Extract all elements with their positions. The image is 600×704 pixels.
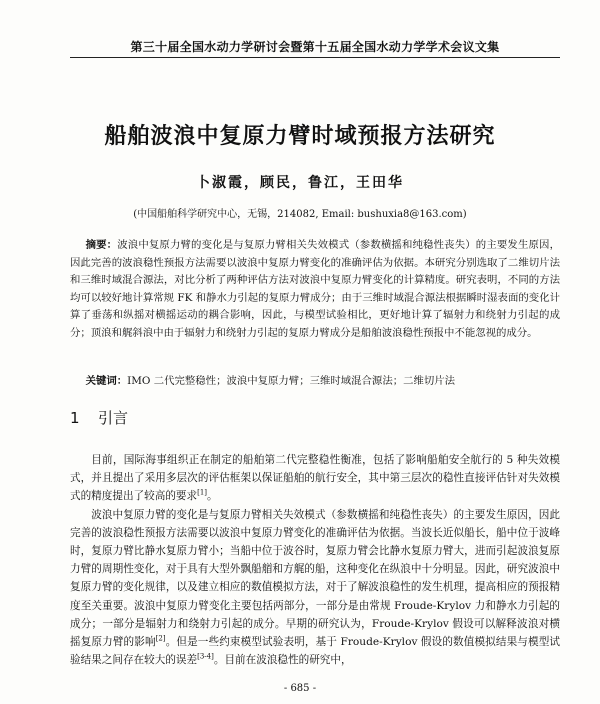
section-heading <box>70 407 128 428</box>
abstract-text: 波浪中复原力臂的变化是与复原力臂相关失效模式（参数横摇和纯稳性丧失）的主要发生原因，因此完善的波浪稳性预报方法需要以波浪中复原力臂变化的准确评估为依据。本研究分别选取了二维切片法和三维时域混合源法，对比分析了两种评估方法对波浪中复原力臂变化的计算精度。研究表明，不同的方法均可以较好地计算常规 FK 和静水力引起的复原力臂成分；由于三维时域混合源法根据瞬时湿表面的变化计算了垂荡和纵摇对横摇运动的耦合影响，因此，与模型试验相比，更好地计算了辐射力和绕射力引起的成分；顶浪和艉斜浪中由于辐射力和绕射力引起的复原力臂成分是船舶波浪稳性预报中不能忽视的成分。 <box>70 239 560 339</box>
keywords-text: IMO 二代完整稳性；波浪中复原力臂；三维时域混合源法；二维切片法 <box>127 375 456 387</box>
running-header: 第三十届全国水动力学研讨会暨第十五届全国水动力学学术会议文集 <box>130 40 500 54</box>
paragraph <box>70 451 560 506</box>
paper-title: 船舶波浪中复原力臂时域预报方法研究 <box>104 124 496 149</box>
paragraph-text: 。但是一些约束模型试验表明，基于 Froude-Krylov 假设的数值模拟结果与模型试验结果之间存在较大的误差 <box>70 636 560 667</box>
citation: [1] <box>197 488 208 497</box>
header-rule <box>70 57 560 58</box>
affiliation: (中国船舶科学研究中心，无锡，214082, Email: bushuxia8@163.com) <box>133 209 467 220</box>
paragraph-text: 目前，国际海事组织正在制定的船舶第二代完整稳性衡准，包括了影响船舶安全航行的 5 种失效模式，并且提出了采用多层次的评估框架以保证船舶的航行安全，其中第三层次的稳性直接评估针对失效模式的精度提出了较高的要求 <box>70 454 560 503</box>
citation: [2] <box>155 634 166 643</box>
section-number: 1 <box>70 409 80 427</box>
keywords-label: 关键词： <box>85 375 128 387</box>
keywords <box>70 373 560 391</box>
paragraph <box>70 506 560 670</box>
section-title: 引言 <box>98 409 129 427</box>
citation: [3-4] <box>197 652 214 661</box>
page-number: - 685 - <box>283 683 317 694</box>
paragraph-text: 。目前在波浪稳性的研究中， <box>213 654 352 667</box>
abstract <box>70 237 560 342</box>
authors: 卜淑霞，顾民，鲁江，王田华 <box>196 175 404 191</box>
body-text <box>70 451 560 669</box>
abstract-label: 摘要： <box>85 239 118 251</box>
paragraph-text: 波浪中复原力臂的变化是与复原力臂相关失效模式（参数横摇和纯稳性丧失）的主要发生原因，因此完善的波浪稳性预报方法需要以波浪中复原力臂变化的准确评估为依据。当波长近似船长，船中位于波峰时，复原力臂比静水复原力臂小；当船中位于波谷时，复原力臂会比静水复原力臂大，进而引起波浪复原力臂的周期性变化，对于具有大型外飘船艏和方艉的船，这种变化在纵浪中十分明显。因此，研究波浪中复原力臂的变化规律，以及建立相应的数值模拟方法，对于了解波浪稳性的发生机理，提高相应的预报精度至关重要。波浪中复原力臂变化主要包括两部分，一部分是由常规 Froude-Krylov 力和静水力引起的成分；一部分是辐射力和绕射力引起的成分。早期的研究认为，Froude-Krylov 假设可以解释波浪对横摇复原力臂的影响 <box>70 508 560 649</box>
paragraph-text: 。 <box>207 490 218 503</box>
